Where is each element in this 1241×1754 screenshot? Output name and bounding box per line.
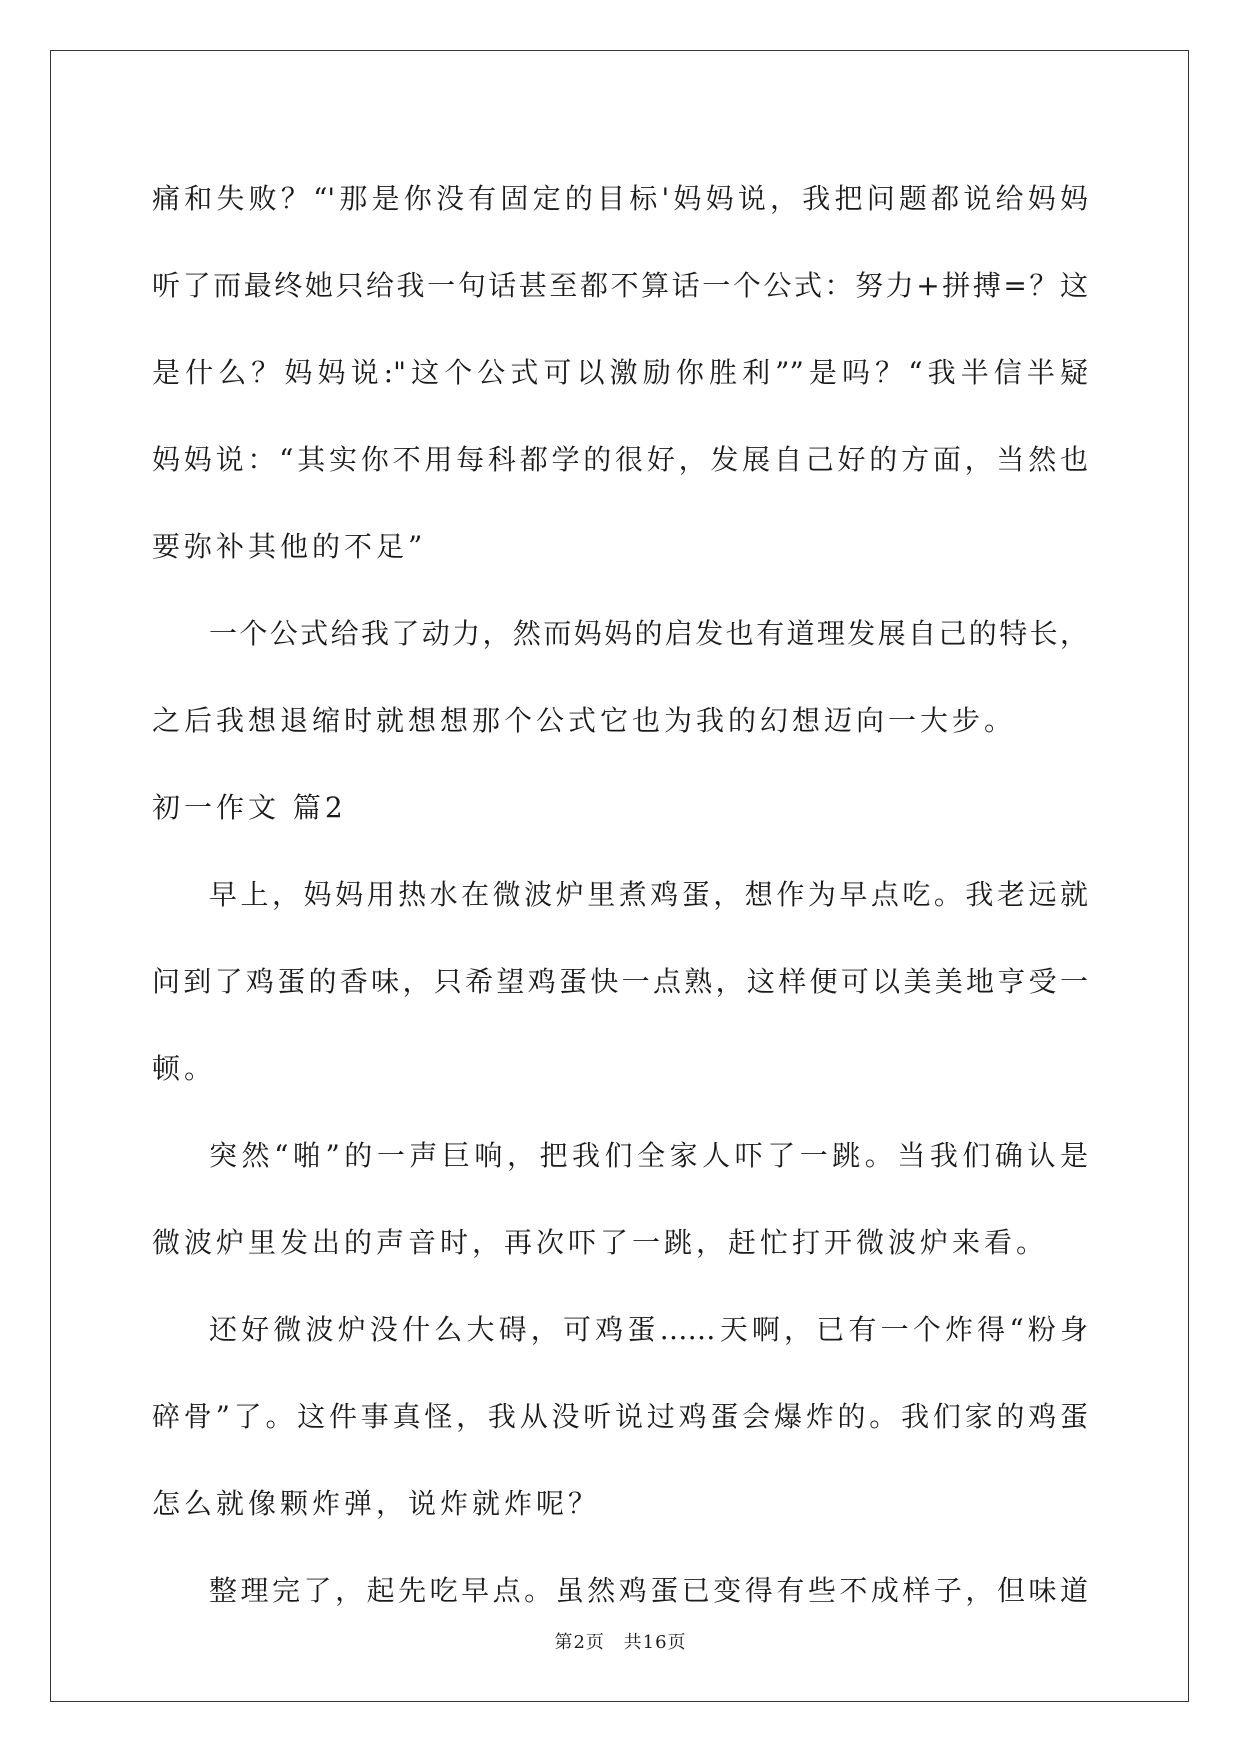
text-line: 顿。: [152, 1052, 217, 1085]
paragraph-start-line: 还好微波炉没什么大碍，可鸡蛋……天啊，已有一个炸得“粉身: [209, 1313, 1088, 1346]
paragraph-start-line: 突然“啪”的一声巨响，把我们全家人吓了一跳。当我们确认是: [209, 1139, 1088, 1172]
paragraph-start-line: 一个公式给我了动力，然而妈妈的启发也有道理发展自己的特长，: [209, 617, 1088, 650]
text-line: 痛和失败？“'那是你没有固定的目标'妈妈说，我把问题都说给妈妈: [152, 182, 1088, 215]
text-line: 之后我想退缩时就想想那个公式它也为我的幻想迈向一大步。: [152, 704, 1017, 737]
page-number: 第2页: [554, 1632, 605, 1653]
document-body: [152, 155, 1088, 1634]
text-line: 听了而最终她只给我一句话甚至都不算话一个公式：努力+拼搏=？这: [152, 269, 1088, 302]
text-line: 微波炉里发出的声音时，再次吓了一跳，赶忙打开微波炉来看。: [152, 1226, 1049, 1259]
page-footer: [0, 1628, 1241, 1654]
text-line: 碎骨”了。这件事真怪，我从没听说过鸡蛋会爆炸的。我们家的鸡蛋: [152, 1400, 1088, 1433]
text-line: 是什么？妈妈说:"这个公式可以激励你胜利””是吗？“我半信半疑: [152, 356, 1088, 389]
text-line: 妈妈说：“其实你不用每科都学的很好，发展自己好的方面，当然也: [152, 443, 1088, 476]
text-line: 问到了鸡蛋的香味，只希望鸡蛋快一点熟，这样便可以美美地亨受一: [152, 965, 1088, 998]
paragraph-start-line: 整理完了，起先吃早点。虽然鸡蛋已变得有些不成样子，但味道: [209, 1574, 1088, 1607]
text-line: 要弥补其他的不足”: [152, 530, 427, 563]
section-heading: 初一作文 篇2: [152, 791, 347, 824]
text-line: 怎么就像颗炸弹，说炸就炸呢？: [152, 1487, 601, 1520]
page-total: 共16页: [623, 1632, 687, 1653]
paragraph-start-line: 早上，妈妈用热水在微波炉里煮鸡蛋，想作为早点吃。我老远就: [209, 878, 1088, 911]
